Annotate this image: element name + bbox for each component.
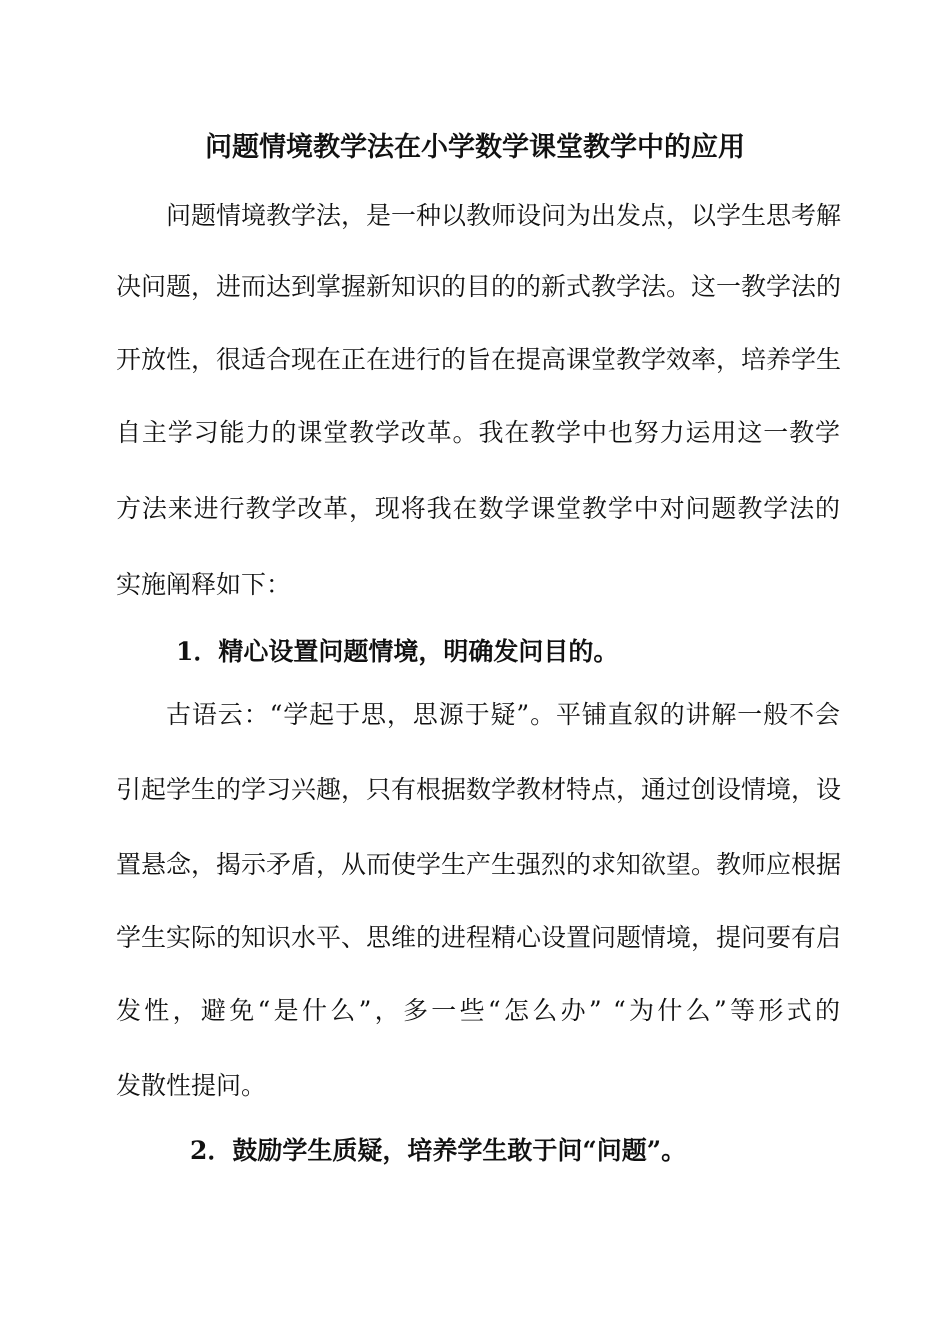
paragraph-line: 古语云：“学起于思，思源于疑”。平铺直叙的讲解一般不会 [166, 700, 840, 729]
paragraph-line: 决问题，进而达到掌握新知识的目的的新式教学法。这一教学法的 [116, 272, 842, 301]
paragraph-line: 开放性，很适合现在正在进行的旨在提高课堂教学效率，培养学生 [116, 345, 842, 374]
document-title: 问题情境教学法在小学数学课堂教学中的应用 [205, 132, 745, 163]
paragraph-line: 发性，避免“是什么”，多一些“怎么办” “为什么”等形式的 [116, 996, 840, 1025]
paragraph-line: 引起学生的学习兴趣，只有根据数学教材特点，通过创设情境，设 [116, 775, 842, 804]
section-heading: 1．精心设置问题情境，明确发问目的。 [176, 637, 619, 666]
paragraph-line: 学生实际的知识水平、思维的进程精心设置问题情境，提问要有启 [116, 923, 842, 952]
paragraph-line: 方法来进行教学改革，现将我在数学课堂教学中对问题教学法的 [116, 494, 840, 523]
paragraph-line: 置悬念，揭示矛盾，从而使学生产生强烈的求知欲望。教师应根据 [116, 850, 842, 879]
paragraph-line: 实施阐释如下： [116, 570, 292, 599]
section-heading: 2．鼓励学生质疑，培养学生敢于问“问题”。 [190, 1136, 687, 1165]
paragraph-line: 发散性提问。 [116, 1071, 267, 1100]
paragraph-line: 自主学习能力的课堂教学改革。我在教学中也努力运用这一教学 [116, 418, 840, 447]
paragraph-line: 问题情境教学法，是一种以教师设问为出发点，以学生思考解 [166, 201, 842, 230]
